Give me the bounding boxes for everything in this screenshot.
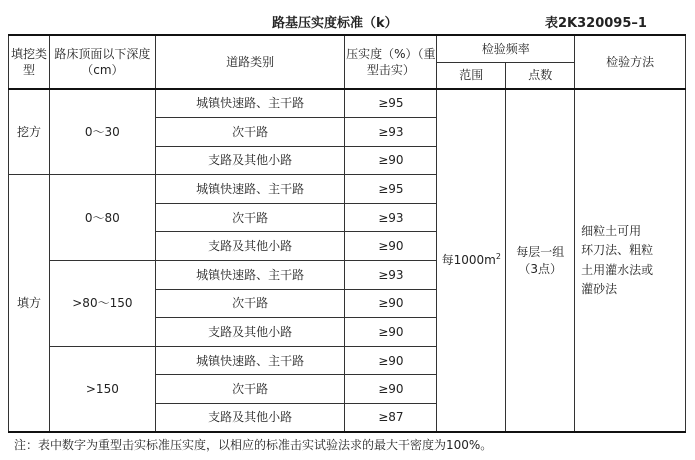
road-class-cell: 次干路 [155, 289, 345, 318]
frequency-range-sup: 2 [495, 252, 501, 262]
method-line-3: 土用灌水法或 [581, 262, 654, 277]
method-line-2: 环刀法、粗粒 [581, 243, 654, 258]
depth-cell: 0～30 [49, 89, 155, 175]
road-class-cell: 支路及其他小路 [155, 404, 345, 433]
method-line-1: 细粒土可用 [581, 224, 642, 239]
depth-cell: 0～80 [49, 175, 155, 261]
table-number: 表2K320095–1 [545, 16, 647, 31]
frequency-points-line-2: （3点） [518, 261, 563, 276]
frequency-points-cell [506, 89, 575, 432]
depth-cell: >150 [49, 346, 155, 432]
compaction-standard-table [8, 34, 686, 433]
compaction-cell: ≥90 [345, 146, 437, 175]
fill-type-cell: 挖方 [9, 89, 50, 175]
depth-cell: >80～150 [49, 261, 155, 347]
compaction-cell: ≥95 [345, 175, 437, 204]
header-fill-type: 填挖类型 [9, 35, 50, 89]
header-frequency: 检验频率 [437, 35, 575, 62]
header-road-class: 道路类别 [155, 35, 345, 89]
frequency-range-cell [437, 89, 506, 432]
header-points: 点数 [506, 62, 575, 89]
compaction-cell: ≥87 [345, 404, 437, 433]
compaction-cell: ≥90 [345, 346, 437, 375]
road-class-cell: 支路及其他小路 [155, 146, 345, 175]
table-note: 注：表中数字为重型击实标准压实度，以相应的标准击实试验法求的最大干密度为100%。 [14, 438, 493, 452]
road-class-cell: 城镇快速路、主干路 [155, 89, 345, 118]
road-class-cell: 次干路 [155, 375, 345, 404]
road-class-cell: 支路及其他小路 [155, 232, 345, 261]
compaction-cell: ≥90 [345, 318, 437, 347]
road-class-cell: 城镇快速路、主干路 [155, 175, 345, 204]
road-class-cell: 次干路 [155, 203, 345, 232]
fill-type-cell: 填方 [9, 175, 50, 432]
method-cell [575, 89, 686, 432]
header-compaction: 压实度（%）（重型击实） [345, 35, 437, 89]
frequency-range-text: 每1000m [441, 253, 496, 268]
compaction-cell: ≥90 [345, 289, 437, 318]
compaction-cell: ≥90 [345, 375, 437, 404]
compaction-cell: ≥90 [345, 232, 437, 261]
header-depth: 路床顶面以下深度（cm） [49, 35, 155, 89]
compaction-cell: ≥93 [345, 118, 437, 147]
header-method: 检验方法 [575, 35, 686, 89]
header-range: 范围 [437, 62, 506, 89]
table-title: 路基压实度标准（k） [272, 16, 398, 31]
road-class-cell: 次干路 [155, 118, 345, 147]
compaction-cell: ≥93 [345, 261, 437, 290]
method-line-4: 灌砂法 [581, 281, 618, 296]
compaction-cell: ≥93 [345, 203, 437, 232]
road-class-cell: 支路及其他小路 [155, 318, 345, 347]
road-class-cell: 城镇快速路、主干路 [155, 346, 345, 375]
compaction-cell: ≥95 [345, 89, 437, 118]
table-row [9, 89, 686, 118]
road-class-cell: 城镇快速路、主干路 [155, 261, 345, 290]
frequency-points-line-1: 每层一组 [516, 245, 565, 260]
